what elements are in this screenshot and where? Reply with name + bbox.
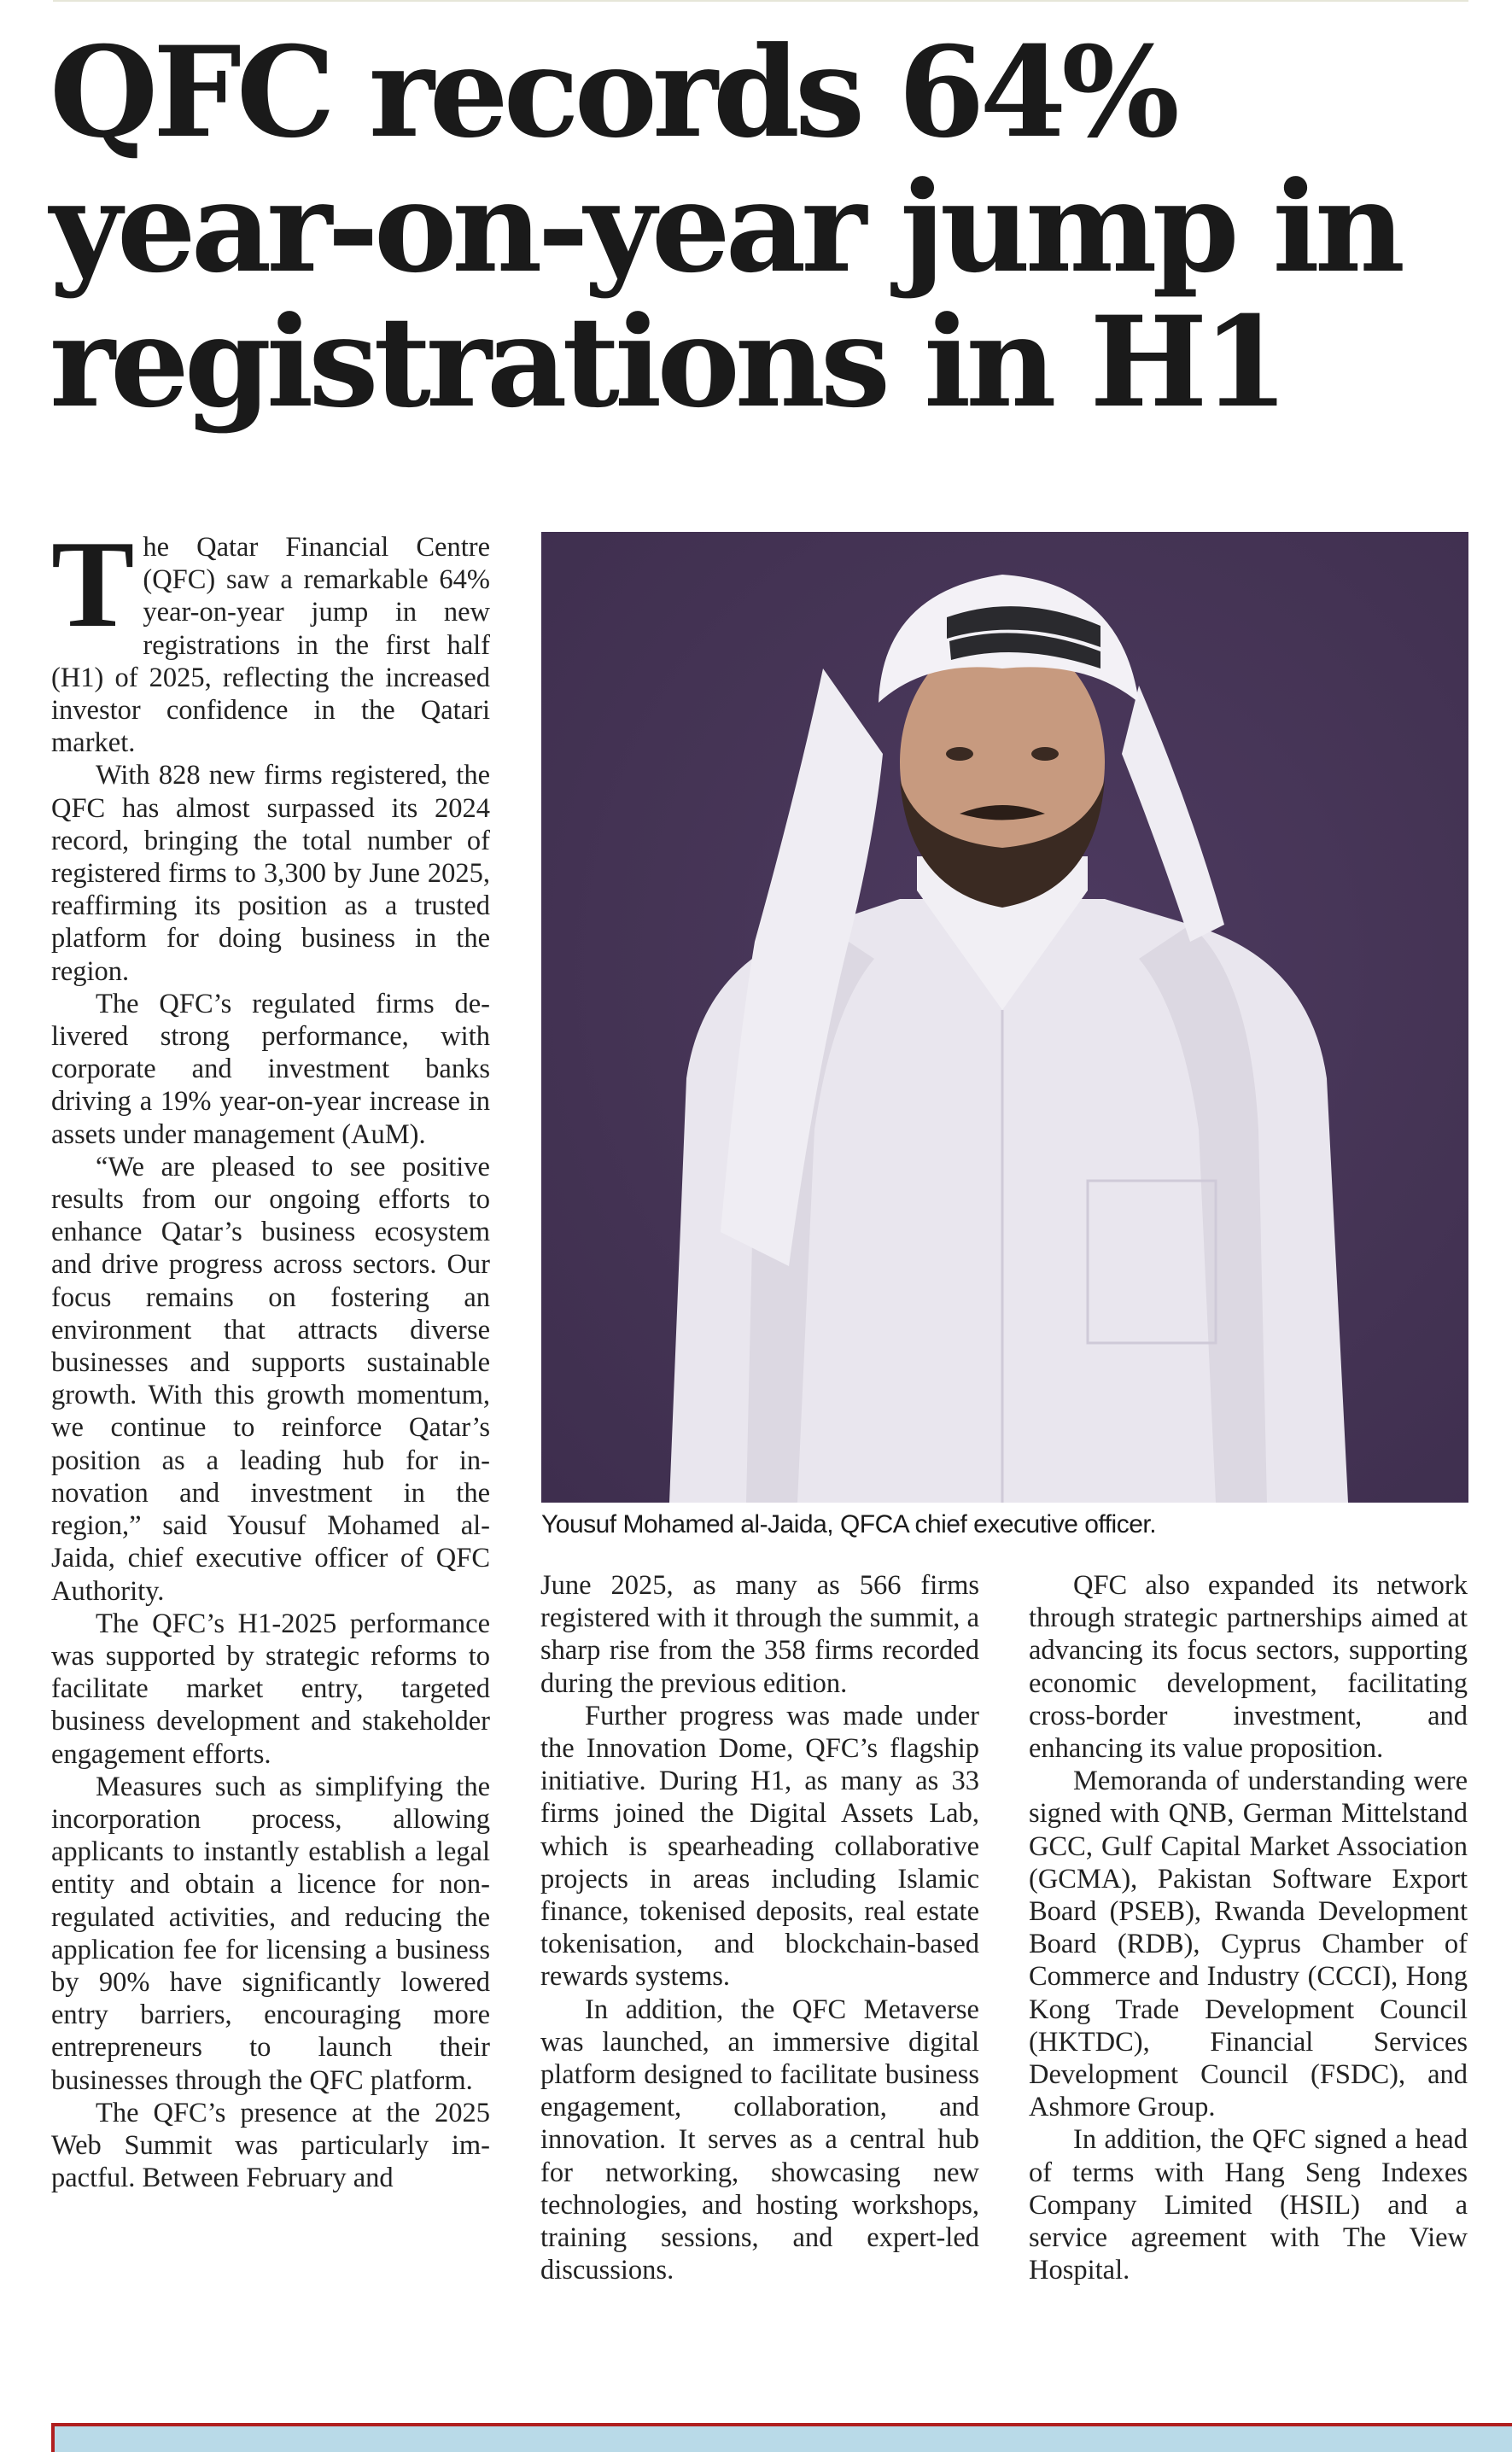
article-column-middle bbox=[540, 1569, 979, 2286]
headline bbox=[50, 20, 1501, 435]
paragraph: June 2025, as many as 566 firms registered with it through the summit, a sharp rise from the 358 firms recorded during the previous edition. bbox=[540, 1570, 979, 1699]
paragraph: QFC also expanded its network through strategic partnerships aimed at advancing its focus sectors, supporting economic development, facilitating cross-border investment, and enhancing its value proposition. bbox=[1029, 1570, 1468, 1765]
photo-caption: Yousuf Mohamed al-Jaida, QFCA chief executive officer. bbox=[541, 1510, 1157, 1538]
next-article-box-edge bbox=[51, 2423, 1512, 2452]
paragraph: In addition, the QFC signed a head of terms with Hang Seng Indexes Company Limited (HSIL) and a service agreement with The View Hospital. bbox=[1029, 2124, 1468, 2286]
paragraph-lead bbox=[51, 515, 490, 759]
paragraph: In addition, the QFC Metaverse was launched, an immersive digital platform designed to facilitate business engagement, collaboration, and innovation. It serves as a central hub for networking, showcasing new technologies, and hosting workshops, training sessions, and expert-led discussions. bbox=[540, 1994, 979, 2286]
headline-line-3: registrations in H1 bbox=[50, 289, 1284, 435]
paragraph: With 828 new firms registered, the QFC has almost surpassed its 2024 record, bringing the total number of registered firms to 3,300 by June 2025, reaffirming its position as a trusted platform for doing business in the region. bbox=[51, 760, 490, 987]
headline-line-2: year-on-year jump in bbox=[50, 155, 1401, 301]
drop-cap: T bbox=[51, 515, 135, 653]
person-portrait-icon bbox=[541, 532, 1468, 1503]
paragraph: Further progress was made under the Innovation Dome, QFC’s flagship initiative. During H1, as many as 33 firms joined the Digital Assets Lab, which is spearheading collaborative projects in areas including Islamic finance, tokenised deposits, real estate tokenisation, and blockchain-based rewards systems. bbox=[540, 1700, 979, 1993]
paragraph: Memoranda of understanding were signed with QNB, German Mittelstand GCC, Gulf Capital Market Association (GCMA), Pakistan Software Export Board (PSEB), Rwanda Development Board (RDB), Cyprus Chamber of Commerce and Industry (CCCI), Hong Kong Trade Development Council (HKTDC), Financial Services Development Council (FSDC), and Ashmore Group. bbox=[1029, 1766, 1468, 2123]
paragraph: The QFC’s H1-2025 performance was supported by strategic reforms to facilitate market entry, targeted business development and stakeholder engagement efforts. bbox=[51, 1608, 490, 1770]
lead-text: he Qatar Financial Centre (QFC) saw a remarkable 64% year-on-year jump in new registrations in the first half (H1) of 2025, reflecting the increased investor confidence in the Qatari market. bbox=[51, 532, 490, 759]
paragraph-quote: “We are pleased to see positive results from our ongoing efforts to enhance Qatar’s business ecosystem and drive progress across sectors. Our focus remains on fostering an environment that attracts diverse businesses and supports sustainable growth. With this growth momentum, we continue to reinforce Qatar’s position as a leading hub for innovation and investment in the region,” said Yousuf Mohamed al-Jaida, chief executive officer of QFC Authority. bbox=[51, 1151, 490, 1607]
portrait-photo bbox=[541, 532, 1468, 1503]
headline-line-1: QFC records 64% bbox=[50, 20, 1175, 166]
paragraph: Measures such as simplifying the incorporation process, allowing applicants to instantly establish a legal entity and obtain a licence for non-regulated activities, and reducing the application fee for licensing a business by 90% have significantly lowered entry barriers, encouraging more entrepreneurs to launch their businesses through the QFC platform. bbox=[51, 1771, 490, 2096]
paragraph: The QFC’s presence at the 2025 Web Summit was particularly impactful. Between February and bbox=[51, 2097, 490, 2194]
article-column-right bbox=[1029, 1569, 1468, 2286]
top-rule bbox=[53, 0, 1468, 2]
paragraph: The QFC’s regulated firms delivered strong performance, with corporate and investment banks driving a 19% year-on-year increase in assets under management (AuM). bbox=[51, 988, 490, 1150]
article-column-left bbox=[51, 515, 490, 2194]
